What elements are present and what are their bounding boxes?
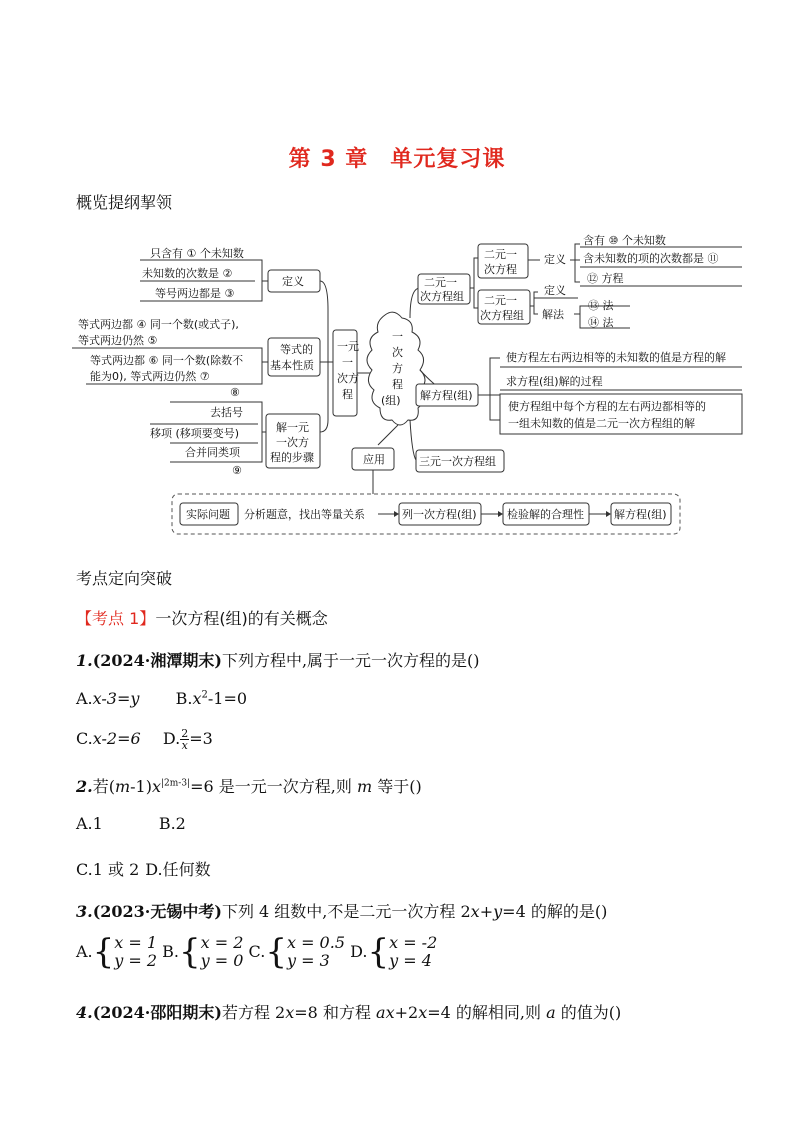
r-solving-node: 解方程(组)	[420, 389, 473, 402]
r-def1-item: 含有 ⑩ 个未知数	[583, 234, 666, 247]
question-2: 2.若$(m-1)x^{|2m-3|}=6$ 是一元一次方程,则 m 等于()	[76, 777, 422, 796]
chapter-name: 单元复习课	[390, 147, 506, 172]
r-solving-item: 一组未知数的值是二元一次方程组的解	[508, 417, 695, 430]
property-branch	[72, 317, 320, 399]
r-solve-item: ⑬ 法	[588, 299, 614, 312]
def-branch	[140, 246, 320, 301]
question-3: 3.(2023·无锡中考)下列 4 组数中,不是二元一次方程 2x+y=4 的解的是()	[76, 902, 608, 921]
q3-option: D.{ x = -2 y = 4	[350, 932, 438, 972]
svg-text:次: 次	[392, 346, 403, 359]
question-4: 4.(2024·邵阳期末)若方程 2x=8 和方程 ax+2x=4 的解相同,则 a 的值为()	[76, 1003, 622, 1022]
prop-item: ⑧	[230, 386, 240, 399]
center-node: 一	[392, 330, 403, 343]
flow-step: 分析题意，找出等量关系	[244, 508, 365, 521]
svg-text:程: 程	[392, 378, 403, 391]
q3-option: C.{ x = 0.5 y = 3	[248, 932, 345, 972]
r-eqgroup-node: 二元一	[484, 294, 517, 307]
r-def1-item: ⑫ 方程	[587, 272, 624, 285]
r-solving-item: 求方程(组)解的过程	[506, 375, 603, 388]
svg-text:基本性质: 基本性质	[270, 359, 314, 372]
r-three-node: 三元一次方程组	[419, 455, 496, 468]
flow-step: 检验解的合理性	[507, 508, 584, 521]
r-eq-node: 二元一	[484, 248, 517, 261]
svg-text:次方: 次方	[337, 372, 359, 385]
mind-map	[0, 230, 794, 540]
prop-item: 能为0), 等式两边仍然 ⑦	[90, 370, 210, 383]
step-item: 合并同类项	[185, 446, 240, 459]
step-item: 移项 (移项要变号)	[150, 427, 240, 440]
q1-options-ab: A.x-3=y $B.x^2-1=0$	[76, 689, 248, 708]
flow-step: 列一次方程(组)	[402, 508, 477, 521]
kaodian-heading: 【考点 1】一次方程(组)的有关概念	[76, 609, 328, 628]
flow-step: 解方程(组)	[614, 508, 667, 521]
svg-text:程: 程	[342, 388, 353, 401]
kaodian-text: 一次方程(组)的有关概念	[155, 609, 328, 628]
def-item: 只含有 ① 个未知数	[150, 247, 244, 260]
question-1: 1.(2024·湘潭期末)下列方程中,属于一元一次方程的是()	[76, 651, 480, 670]
q3-options	[76, 934, 437, 970]
property-node: 等式的	[280, 343, 313, 356]
r-solve-item: ⑭ 法	[588, 316, 614, 329]
svg-text:(组): (组)	[381, 394, 401, 407]
r-def1: 定义	[544, 253, 566, 266]
svg-text:一次方: 一次方	[276, 436, 309, 449]
prop-item: 等式两边都 ④ 同一个数(或式子),	[78, 318, 239, 331]
svg-text:次方程: 次方程	[484, 263, 517, 276]
q3-option: A.{ x = 1 y = 2	[76, 932, 158, 972]
prop-item: 等式两边仍然 ⑤	[78, 334, 158, 347]
step-item: ⑨	[232, 464, 242, 477]
flow-step: 实际问题	[186, 508, 230, 521]
svg-text:方: 方	[392, 362, 403, 375]
apply-node: 应用	[363, 453, 385, 466]
svg-text:次方程组: 次方程组	[480, 309, 524, 322]
svg-text:一: 一	[342, 356, 353, 369]
steps-node: 解一元	[276, 421, 309, 434]
step-item: 去括号	[210, 406, 243, 419]
r-solving-item: 使方程组中每个方程的左右两边都相等的	[508, 400, 706, 413]
q2-options-cd: C.1 或 2 D.任何数	[76, 860, 211, 879]
svg-text:程的步骤: 程的步骤	[270, 451, 314, 464]
svg-text:次方程组: 次方程组	[420, 290, 464, 303]
definition-node: 定义	[282, 275, 304, 288]
prop-item: 等式两边都 ⑥ 同一个数(除数不	[90, 354, 244, 367]
q3-option: B.{ x = 2 y = 0	[162, 932, 244, 972]
page-title	[0, 142, 794, 173]
def-item: 未知数的次数是 ②	[142, 267, 233, 280]
left-hub: 一元	[337, 340, 359, 353]
steps-branch	[150, 402, 320, 477]
kaodian-label: 考点 1	[92, 609, 140, 628]
q1-options-cd: C.x-2=6 D. $\frac{2}{x}$ =3	[76, 727, 213, 752]
def-item: 等号两边都是 ③	[155, 287, 235, 300]
section-overview: 概览提纲挈领	[76, 193, 173, 212]
r-solving-item: 使方程左右两边相等的未知数的值是方程的解	[506, 351, 726, 364]
fraction: $\frac{2}{x}$	[181, 727, 189, 752]
r-def2: 定义	[544, 284, 566, 297]
r-def1-item: 含未知数的项的次数都是 ⑪	[583, 252, 719, 265]
chapter-number: 第 3 章	[288, 147, 369, 172]
r-solve: 解法	[542, 308, 564, 321]
section-exam-points: 考点定向突破	[76, 569, 173, 588]
r-group-node: 二元一	[424, 276, 457, 289]
q2-options-ab: A.1 B.2	[76, 814, 186, 833]
